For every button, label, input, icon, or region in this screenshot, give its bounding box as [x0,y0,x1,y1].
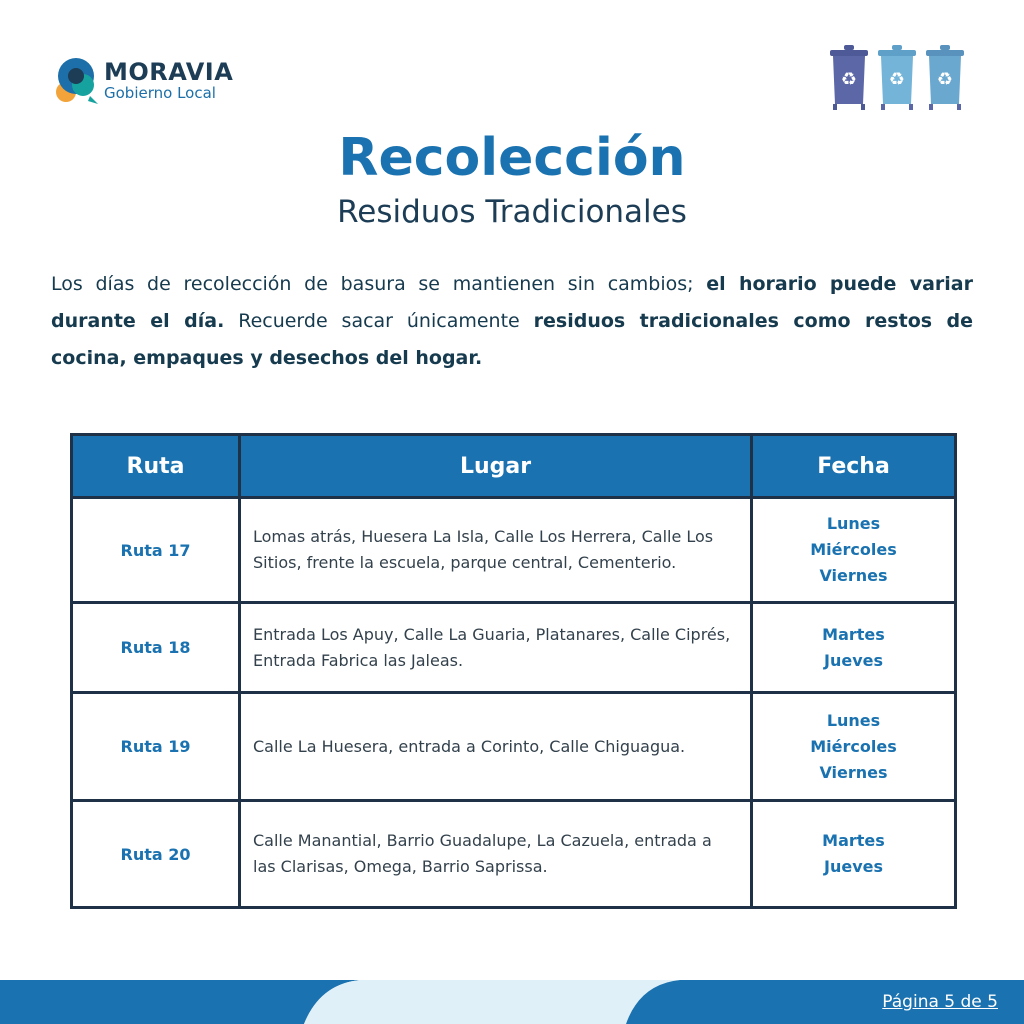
route-day: Jueves [824,650,883,670]
intro-text-1: Los días de recolección de basura se mantienen sin cambios; [51,273,694,295]
table-row [72,603,956,693]
intro-text-2: Recuerde sacar únicamente [238,310,520,332]
page-number-link[interactable]: Página 5 de 5 [882,992,998,1012]
route-name: Ruta 18 [72,603,240,693]
route-name: Ruta 20 [72,801,240,908]
route-day: Viernes [819,762,888,782]
header-fecha: Fecha [752,435,956,498]
footer-band [0,980,1024,1024]
route-day: Miércoles [810,736,897,756]
route-day: Jueves [824,857,883,876]
table-row [72,693,956,801]
route-name: Ruta 17 [72,498,240,603]
header-ruta: Ruta [72,435,240,498]
route-day: Viernes [819,566,888,585]
intro-bold-2: residuos tradicionales como restos de cocina, empaques y desechos del hogar. [51,310,974,369]
routes-table [70,433,957,909]
bin-light-blue [878,45,916,110]
logo-subtitle: Gobierno Local [104,84,216,102]
page-title: Recolección [338,128,686,188]
brand-logo [52,56,252,106]
moravia-logo-icon [52,56,102,106]
route-places: Calle Manantial, Barrio Guadalupe, La Cazuela, entrada a las Clarisas, Omega, Barrio Saprissa. [240,801,752,908]
svg-text:♻: ♻ [888,69,906,90]
route-day: Lunes [826,514,881,533]
table-header-row [72,435,956,498]
route-day: Miércoles [810,540,897,559]
route-days [752,801,956,908]
route-days [752,498,956,603]
intro-bold-1: el horario puede variar durante el día. [51,273,973,332]
route-day: Lunes [826,710,881,730]
bin-mid-blue [926,45,964,110]
route-days [752,693,956,801]
intro-paragraph [51,266,973,377]
page-subtitle: Residuos Tradicionales [337,194,687,230]
route-name: Ruta 19 [72,693,240,801]
table-row [72,498,956,603]
table-row [72,801,956,908]
route-day: Martes [822,624,885,644]
route-places: Entrada Los Apuy, Calle La Guaria, Platanares, Calle Ciprés, Entrada Fabrica las Jaleas. [240,603,752,693]
route-days [752,603,956,693]
route-day: Martes [822,831,885,850]
logo-name: MORAVIA [104,58,234,86]
bin-dark [830,45,868,110]
svg-text:♻: ♻ [840,69,858,90]
recycling-bins-icon [826,42,968,112]
header-lugar: Lugar [240,435,752,498]
route-places: Calle La Huesera, entrada a Corinto, Calle Chiguagua. [240,693,752,801]
svg-text:♻: ♻ [936,69,954,90]
route-places: Lomas atrás, Huesera La Isla, Calle Los Herrera, Calle Los Sitios, frente la escuela, parque central, Cementerio. [240,498,752,603]
